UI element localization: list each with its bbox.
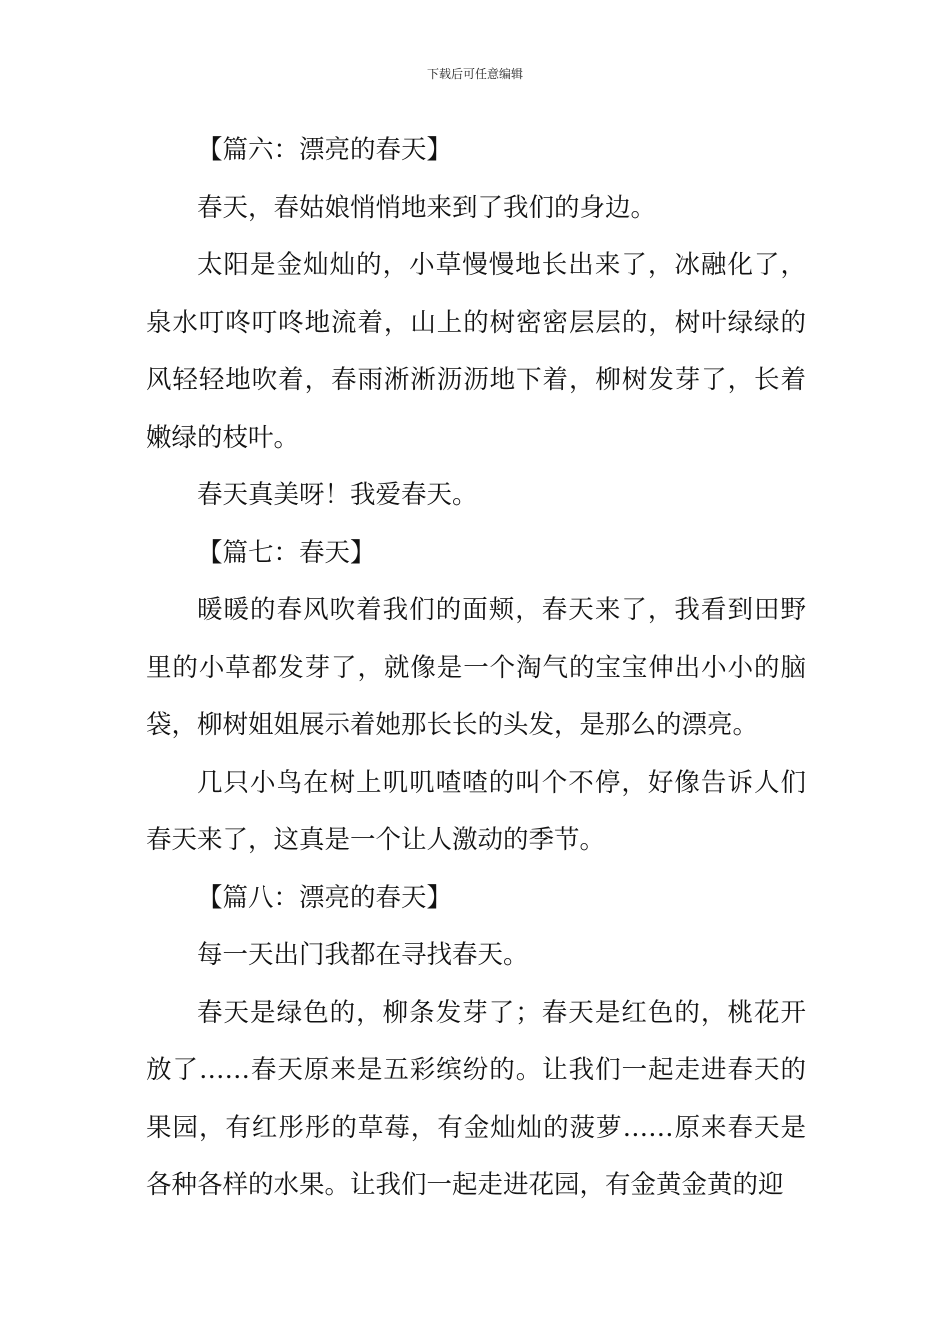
paragraph: 春天是绿色的，柳条发芽了；春天是红色的，桃花开放了……春天原来是五彩缤纷的。让我们一起走进春天的果园，有红彤彤的草莓，有金灿灿的菠萝……原来春天是各种各样的水果。让我们一起走进花园，有金黄金黄的迎 — [146, 997, 806, 1200]
section-heading: 【篇八：漂亮的春天】 — [197, 882, 453, 913]
paragraph: 暖暖的春风吹着我们的面颊，春天来了，我看到田野里的小草都发芽了，就像是一个淘气的宝宝伸出小小的脑袋，柳树姐姐展示着她那长长的头发，是那么的漂亮。 — [146, 595, 806, 740]
page-header: 下载后可任意编辑 — [426, 67, 523, 81]
paragraph: 几只小鸟在树上叽叽喳喳的叫个不停，好像告诉人们春天来了，这真是一个让人激动的季节。 — [146, 767, 806, 855]
paragraph: 太阳是金灿灿的，小草慢慢地长出来了，冰融化了，泉水叮咚叮咚地流着，山上的树密密层层的，树叶绿绿的风轻轻地吹着，春雨淅淅沥沥地下着，柳树发芽了，长着嫩绿的枝叶。 — [146, 250, 806, 453]
document-body — [146, 122, 806, 1215]
section-heading: 【篇七：春天】 — [197, 537, 376, 568]
paragraph: 每一天出门我都在寻找春天。 — [197, 940, 529, 970]
paragraph: 春天，春姑娘悄悄地来到了我们的身边。 — [197, 192, 657, 223]
section-heading: 【篇六：漂亮的春天】 — [197, 135, 453, 165]
paragraph: 春天真美呀！我爱春天。 — [197, 480, 478, 510]
